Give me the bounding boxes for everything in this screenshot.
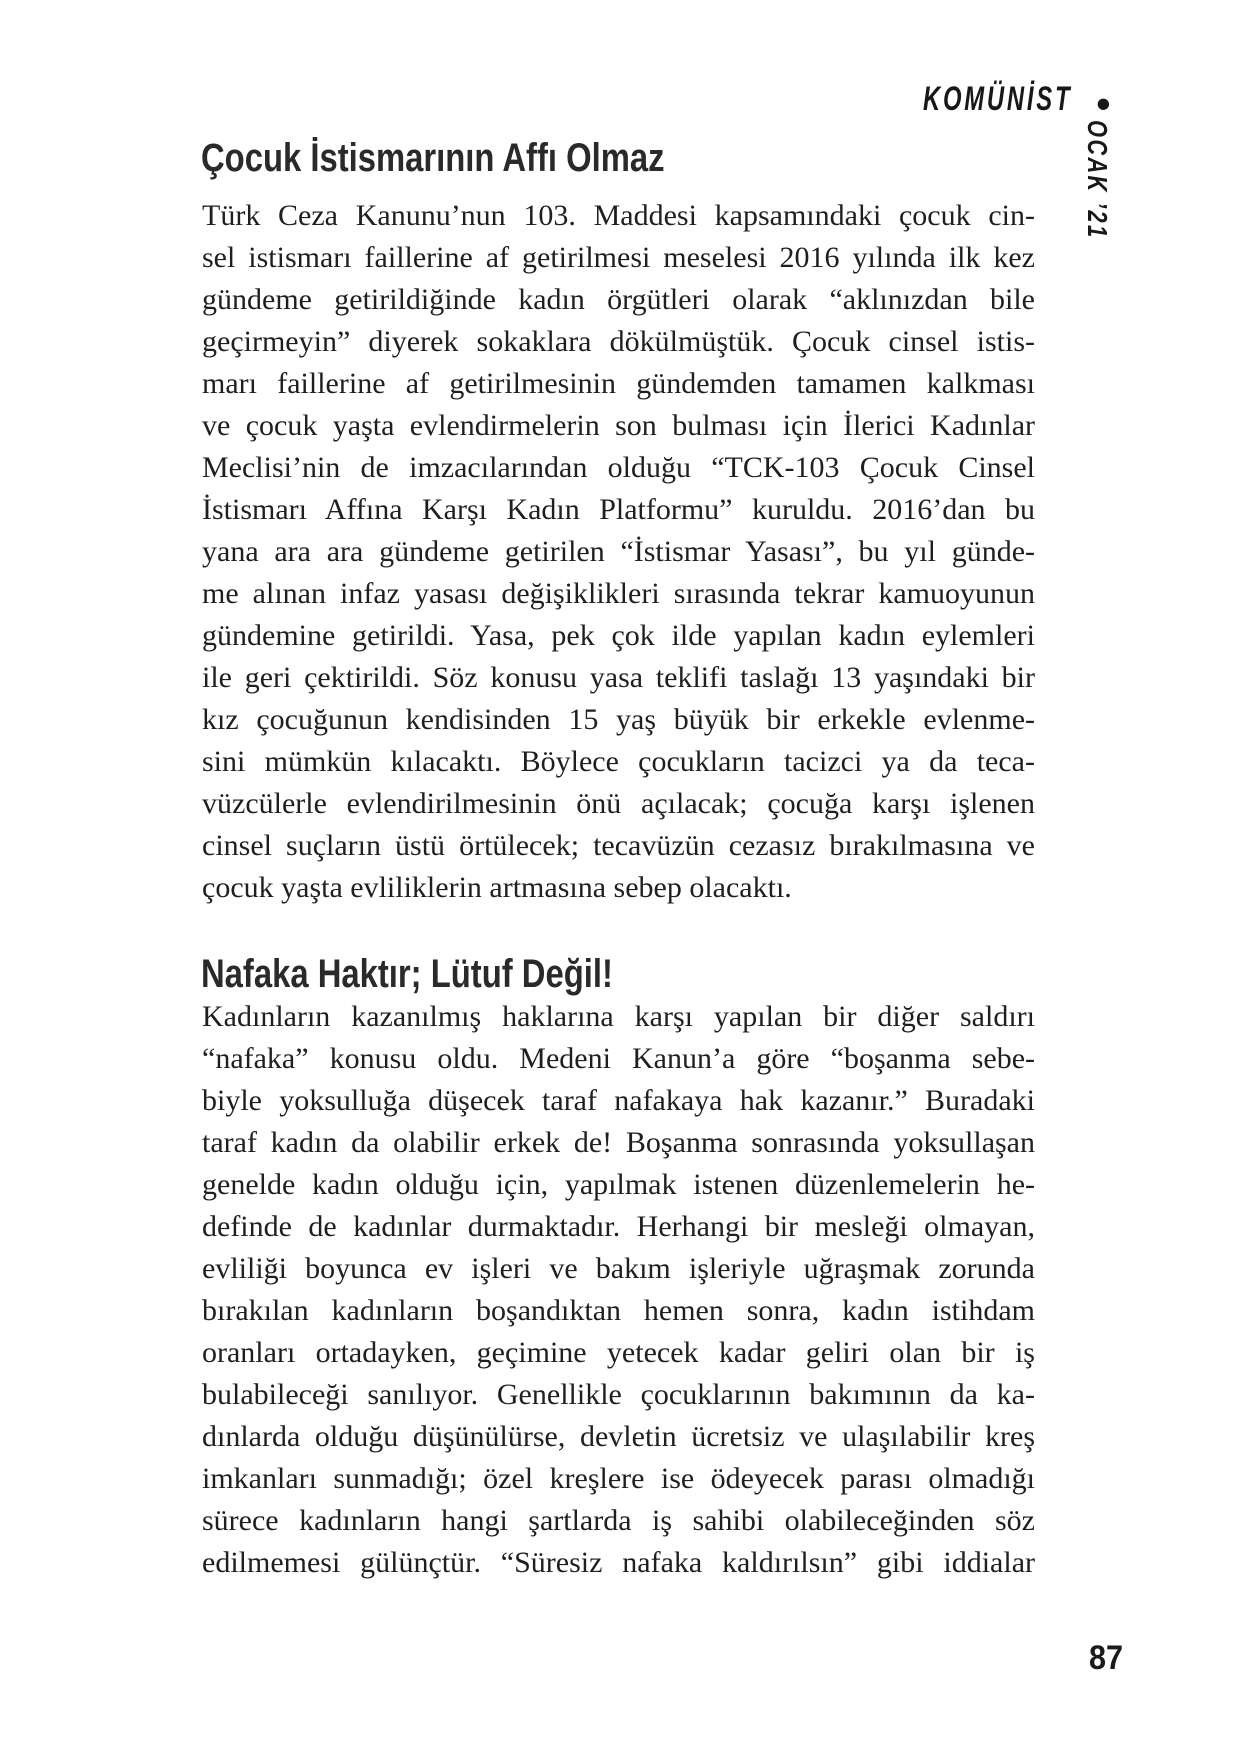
text-line: cinsel suçların üstü örtülecek; tecavüzün cezasız bırakılmasına ve [202, 829, 1035, 862]
text-line: sürece kadınların hangi şartlarda iş sahibi olabileceğinden söz [202, 1504, 1035, 1537]
text-line: taraf kadın da olabilir erkek de! Boşanma sonrasında yoksullaşan [202, 1126, 1035, 1159]
section-heading-1: Çocuk İstismarının Affı Olmaz [201, 136, 665, 180]
text-line: definde de kadınlar durmaktadır. Herhangi bir mesleği olmayan, [202, 1210, 1035, 1243]
bullet-icon: • [1096, 80, 1111, 127]
text-line: gündemine getirildi. Yasa, pek çok ilde yapılan kadın eylemleri [202, 619, 1035, 652]
text-line: Kadınların kazanılmış haklarına karşı yapılan bir diğer saldırı [202, 1000, 1035, 1033]
journal-title: KOMÜNİST [922, 80, 1072, 118]
text-line: çocuk yaşta evliliklerin artmasına sebep olacaktı. [202, 871, 792, 904]
text-line: dınlarda olduğu düşünülürse, devletin ücretsiz ve ulaşılabilir kreş [202, 1420, 1035, 1453]
text-line: Türk Ceza Kanunu’nun 103. Maddesi kapsamındaki çocuk cin- [202, 199, 1035, 232]
text-line: evliliği boyunca ev işleri ve bakım işleriyle uğraşmak zorunda [202, 1252, 1035, 1285]
paragraph-2 [202, 996, 1035, 1584]
page-number: 87 [1089, 1639, 1124, 1677]
section-heading-2: Nafaka Haktır; Lütuf Değil! [201, 952, 613, 996]
text-line: gündeme getirildiğinde kadın örgütleri olarak “aklınızdan bile [202, 283, 1035, 316]
text-line: biyle yoksulluğa düşecek taraf nafakaya hak kazanır.” Buradaki [202, 1084, 1035, 1117]
text-line: vüzcülerle evlendirilmesinin önü açılacak; çocuğa karşı işlenen [202, 787, 1035, 820]
text-line: yana ara ara gündeme getirilen “İstismar Yasası”, bu yıl günde- [202, 535, 1035, 568]
text-line: “nafaka” konusu oldu. Medeni Kanun’a göre “boşanma sebe- [202, 1042, 1035, 1075]
text-line: me alınan infaz yasası değişiklikleri sırasında tekrar kamuoyunun [202, 577, 1035, 610]
issue-date: OCAK ’21 [1082, 120, 1113, 240]
text-line: oranları ortadayken, geçimine yetecek kadar geliri olan bir iş [202, 1336, 1035, 1369]
text-line: ile geri çektirildi. Söz konusu yasa teklifi taslağı 13 yaşındaki bir [202, 661, 1035, 694]
text-line: ve çocuk yaşta evlendirmelerin son bulması için İlerici Kadınlar [202, 409, 1035, 442]
text-line: bırakılan kadınların boşandıktan hemen sonra, kadın istihdam [202, 1294, 1035, 1327]
text-line: İstismarı Affına Karşı Kadın Platformu” kuruldu. 2016’dan bu [202, 493, 1035, 526]
text-line: kız çocuğunun kendisinden 15 yaş büyük bir erkekle evlenme- [202, 703, 1035, 736]
text-line: genelde kadın olduğu için, yapılmak istenen düzenlemelerin he- [202, 1168, 1035, 1201]
text-line: sel istismarı faillerine af getirilmesi meselesi 2016 yılında ilk kez [202, 241, 1035, 274]
text-line: bulabileceği sanılıyor. Genellikle çocuklarının bakımının da ka- [202, 1378, 1035, 1411]
text-line: edilmemesi gülünçtür. “Süresiz nafaka kaldırılsın” gibi iddialar [202, 1546, 1035, 1579]
text-line: geçirmeyin” diyerek sokaklara dökülmüştük. Çocuk cinsel istis- [202, 325, 1035, 358]
text-line: imkanları sunmadığı; özel kreşlere ise ödeyecek parası olmadığı [202, 1462, 1035, 1495]
text-line: Meclisi’nin de imzacılarından olduğu “TCK-103 Çocuk Cinsel [202, 451, 1035, 484]
paragraph-1 [202, 195, 1035, 909]
text-line: sini mümkün kılacaktı. Böylece çocukların tacizci ya da teca- [202, 745, 1035, 778]
text-line: marı faillerine af getirilmesinin gündemden tamamen kalkması [202, 367, 1035, 400]
